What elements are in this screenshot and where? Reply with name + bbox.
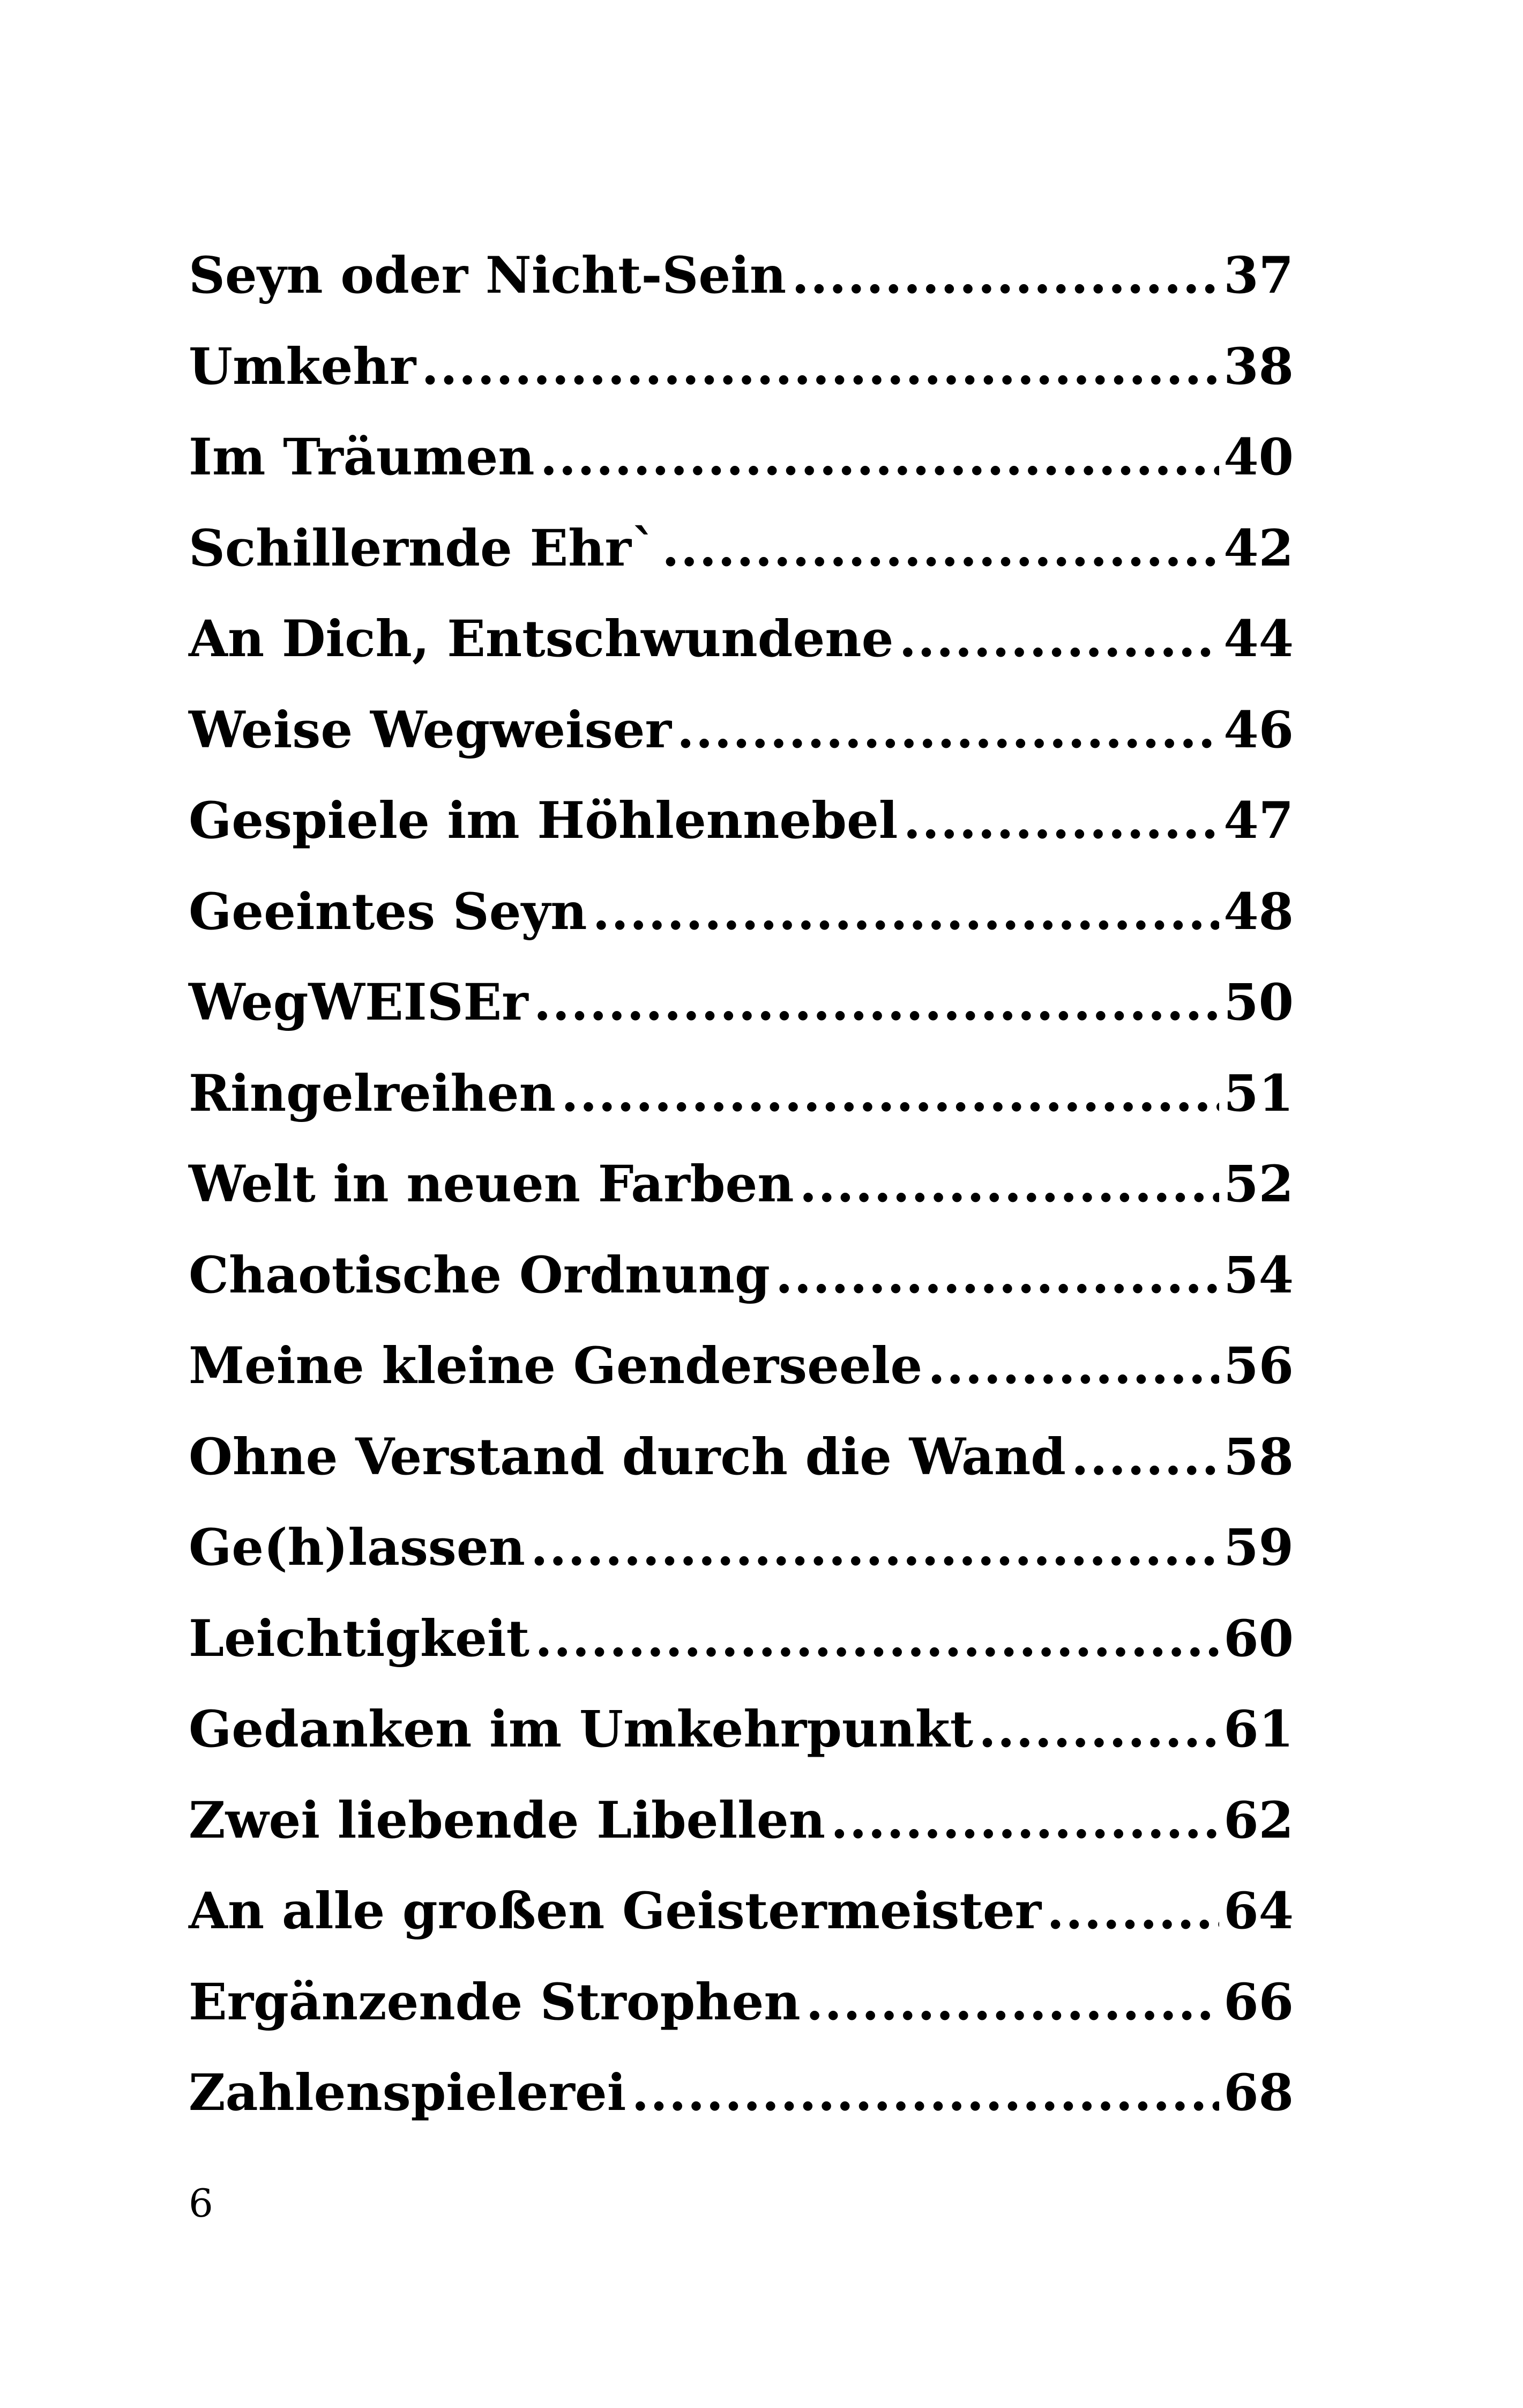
toc-entry: [189, 776, 1294, 867]
toc-entry-page: 61: [1223, 1700, 1294, 1759]
toc-entry: [189, 1866, 1294, 1957]
toc-entry-page: 60: [1223, 1609, 1294, 1668]
toc-dot-leader: [535, 1594, 1219, 1685]
toc-entry-title: Schillernde Ehr`: [189, 518, 657, 578]
toc-dot-leader: [800, 1139, 1220, 1230]
toc-entry-page: 50: [1223, 973, 1294, 1032]
toc-entry: [189, 2048, 1294, 2139]
toc-dot-leader: [540, 412, 1220, 503]
toc-entry-page: 38: [1223, 337, 1294, 396]
toc-dot-leader: [534, 957, 1220, 1049]
table-of-contents: [189, 231, 1294, 2139]
toc-entry: [189, 685, 1294, 776]
toc-entry-page: 47: [1223, 791, 1294, 850]
toc-dot-leader: [806, 1957, 1220, 2048]
toc-entry-title: Ohne Verstand durch die Wand: [189, 1427, 1066, 1487]
toc-entry: [189, 322, 1294, 413]
toc-entry-title: Zahlenspielerei: [189, 2063, 626, 2122]
toc-entry-page: 51: [1223, 1064, 1294, 1123]
toc-dot-leader: [531, 1503, 1219, 1594]
toc-entry-page: 56: [1223, 1336, 1294, 1395]
toc-entry-page: 64: [1223, 1882, 1294, 1941]
toc-entry-title: Chaotische Ordnung: [189, 1245, 770, 1305]
toc-dot-leader: [775, 1230, 1219, 1321]
toc-dot-leader: [979, 1684, 1219, 1775]
toc-entry: [189, 503, 1294, 594]
toc-entry-title: Geeintes Seyn: [189, 882, 587, 941]
toc-entry-title: Meine kleine Genderseele: [189, 1336, 923, 1395]
page-number: 6: [189, 2181, 213, 2226]
toc-entry-title: An Dich, Entschwundene: [189, 610, 894, 668]
toc-entry-title: Umkehr: [189, 337, 416, 396]
toc-dot-leader: [631, 2048, 1219, 2139]
toc-entry: [189, 957, 1294, 1049]
toc-entry-title: Ge(h)lassen: [189, 1518, 525, 1577]
toc-entry: [189, 1775, 1294, 1867]
toc-entry-title: Im Träumen: [189, 428, 535, 487]
toc-dot-leader: [592, 867, 1219, 958]
toc-entry: [189, 1594, 1294, 1685]
toc-entry-page: 40: [1223, 428, 1294, 487]
toc-entry-title: Leichtigkeit: [189, 1609, 530, 1668]
toc-entry: [189, 1684, 1294, 1775]
toc-entry: [189, 231, 1294, 322]
toc-dot-leader: [928, 1321, 1219, 1412]
toc-entry: [189, 867, 1294, 958]
toc-entry-page: 58: [1223, 1427, 1294, 1487]
toc-dot-leader: [677, 685, 1219, 776]
toc-entry-page: 52: [1223, 1155, 1294, 1214]
toc-entry: [189, 1957, 1294, 2048]
toc-entry-page: 68: [1223, 2063, 1294, 2122]
toc-entry-title: Welt in neuen Farben: [189, 1155, 794, 1214]
toc-entry: [189, 1230, 1294, 1321]
toc-entry: [189, 1503, 1294, 1594]
toc-entry-title: Gedanken im Umkehrpunkt: [189, 1700, 974, 1759]
toc-entry-title: Ringelreihen: [189, 1064, 556, 1123]
toc-entry-title: Seyn oder Nicht-Sein: [189, 246, 787, 305]
toc-entry-page: 54: [1223, 1245, 1294, 1305]
toc-entry-title: Zwei liebende Libellen: [189, 1790, 826, 1850]
toc-dot-leader: [899, 594, 1219, 685]
toc-entry-title: WegWEISEr: [189, 973, 528, 1032]
toc-entry-page: 46: [1223, 700, 1294, 760]
toc-entry-page: 37: [1223, 246, 1294, 305]
toc-entry: [189, 1321, 1294, 1412]
toc-entry-page: 44: [1223, 610, 1294, 668]
toc-entry: [189, 412, 1294, 503]
toc-dot-leader: [1071, 1412, 1219, 1503]
toc-entry-page: 42: [1223, 518, 1294, 578]
toc-entry-title: An alle großen Geistermeister: [189, 1882, 1042, 1941]
toc-dot-leader: [1047, 1866, 1219, 1957]
toc-entry-page: 62: [1223, 1790, 1294, 1850]
toc-dot-leader: [662, 503, 1219, 594]
toc-entry-page: 59: [1223, 1518, 1294, 1577]
toc-dot-leader: [792, 231, 1219, 322]
toc-entry-title: Weise Wegweiser: [189, 700, 671, 760]
toc-dot-leader: [421, 322, 1219, 413]
toc-entry: [189, 1412, 1294, 1503]
toc-dot-leader: [831, 1775, 1219, 1867]
toc-dot-leader: [561, 1049, 1219, 1140]
toc-entry: [189, 594, 1294, 685]
toc-entry-page: 66: [1223, 1972, 1294, 2032]
toc-entry: [189, 1139, 1294, 1230]
toc-entry-title: Gespiele im Höhlennebel: [189, 791, 898, 850]
toc-entry: [189, 1049, 1294, 1140]
toc-dot-leader: [903, 776, 1219, 867]
toc-entry-page: 48: [1223, 882, 1294, 941]
toc-entry-title: Ergänzende Strophen: [189, 1972, 801, 2032]
